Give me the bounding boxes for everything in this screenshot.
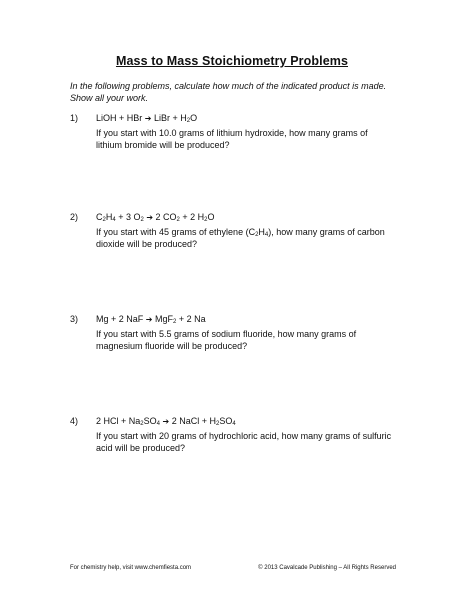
equation-text: 2 HCl + Na xyxy=(96,416,141,426)
subscript: 4 xyxy=(156,421,160,427)
subscript: 2 xyxy=(255,232,259,238)
equation-text: 2 NaCl + H xyxy=(169,416,216,426)
subscript: 2 xyxy=(140,217,144,223)
equation-text: MgF xyxy=(152,314,173,324)
equation-text: + 2 H xyxy=(179,212,205,222)
question-text xyxy=(96,227,396,250)
question-text: If you start with 5.5 grams of sodium fluoride, how many grams of magnesium fluoride will be produced? xyxy=(96,329,357,351)
subscript: 4 xyxy=(232,421,236,427)
arrow-icon: ➔ xyxy=(146,213,154,222)
footer-website: For chemistry help, visit www.chemfiesta.com xyxy=(70,565,192,571)
subscript: 2 xyxy=(102,217,106,223)
question-text: If you start with 20 grams of hydrochloric acid, how many grams of sulfuric acid will be produced? xyxy=(96,431,392,453)
equation-text: SO xyxy=(219,416,233,426)
instructions: In the following problems, calculate how much of the indicated product is made. Show all your work. xyxy=(70,81,387,103)
arrow-icon: ➔ xyxy=(144,114,152,123)
equation-text: 2 CO xyxy=(153,212,177,222)
question-part: If you start with 45 grams of ethylene (C xyxy=(96,227,256,237)
equation-text: O xyxy=(207,212,215,222)
equation-text: LiBr + H xyxy=(151,113,187,123)
problem-number: 1) xyxy=(70,113,79,123)
equation-text: + 3 O xyxy=(115,212,141,222)
arrow-icon: ➔ xyxy=(162,417,170,426)
problem-number: 3) xyxy=(70,314,79,324)
subscript: 2 xyxy=(173,319,177,325)
equation-text: + 2 Na xyxy=(176,314,206,324)
footer-copyright: © 2013 Cavalcade Publishing – All Rights Reserved xyxy=(258,565,396,571)
subscript: 4 xyxy=(264,232,269,238)
subscript: 2 xyxy=(176,217,180,223)
equation-text: Mg + 2 NaF xyxy=(96,314,146,324)
subscript: 2 xyxy=(204,217,208,223)
equation-text: H xyxy=(105,212,113,222)
question-part: ), how many grams of carbon dioxide will be produced? xyxy=(96,227,385,249)
subscript: 2 xyxy=(186,118,191,124)
equation-text: C xyxy=(96,212,103,222)
chemical-equation xyxy=(96,212,215,222)
chemical-equation xyxy=(96,314,206,324)
subscript: 2 xyxy=(215,421,220,427)
equation-text: SO xyxy=(143,416,157,426)
arrow-icon: ➔ xyxy=(145,315,153,324)
page-title: Mass to Mass Stoichiometry Problems xyxy=(115,54,349,68)
subscript: 4 xyxy=(112,217,116,223)
equation-text: O xyxy=(190,113,198,123)
chemical-equation xyxy=(96,416,236,426)
problem-number: 2) xyxy=(70,212,79,222)
equation-text: LiOH + HBr xyxy=(96,113,145,123)
chemical-equation xyxy=(96,113,197,123)
subscript: 2 xyxy=(140,421,144,427)
problem-number: 4) xyxy=(70,416,79,426)
question-part: H xyxy=(258,227,265,237)
question-text: If you start with 10.0 grams of lithium hydroxide, how many grams of lithium bromide will be produced? xyxy=(96,128,368,150)
